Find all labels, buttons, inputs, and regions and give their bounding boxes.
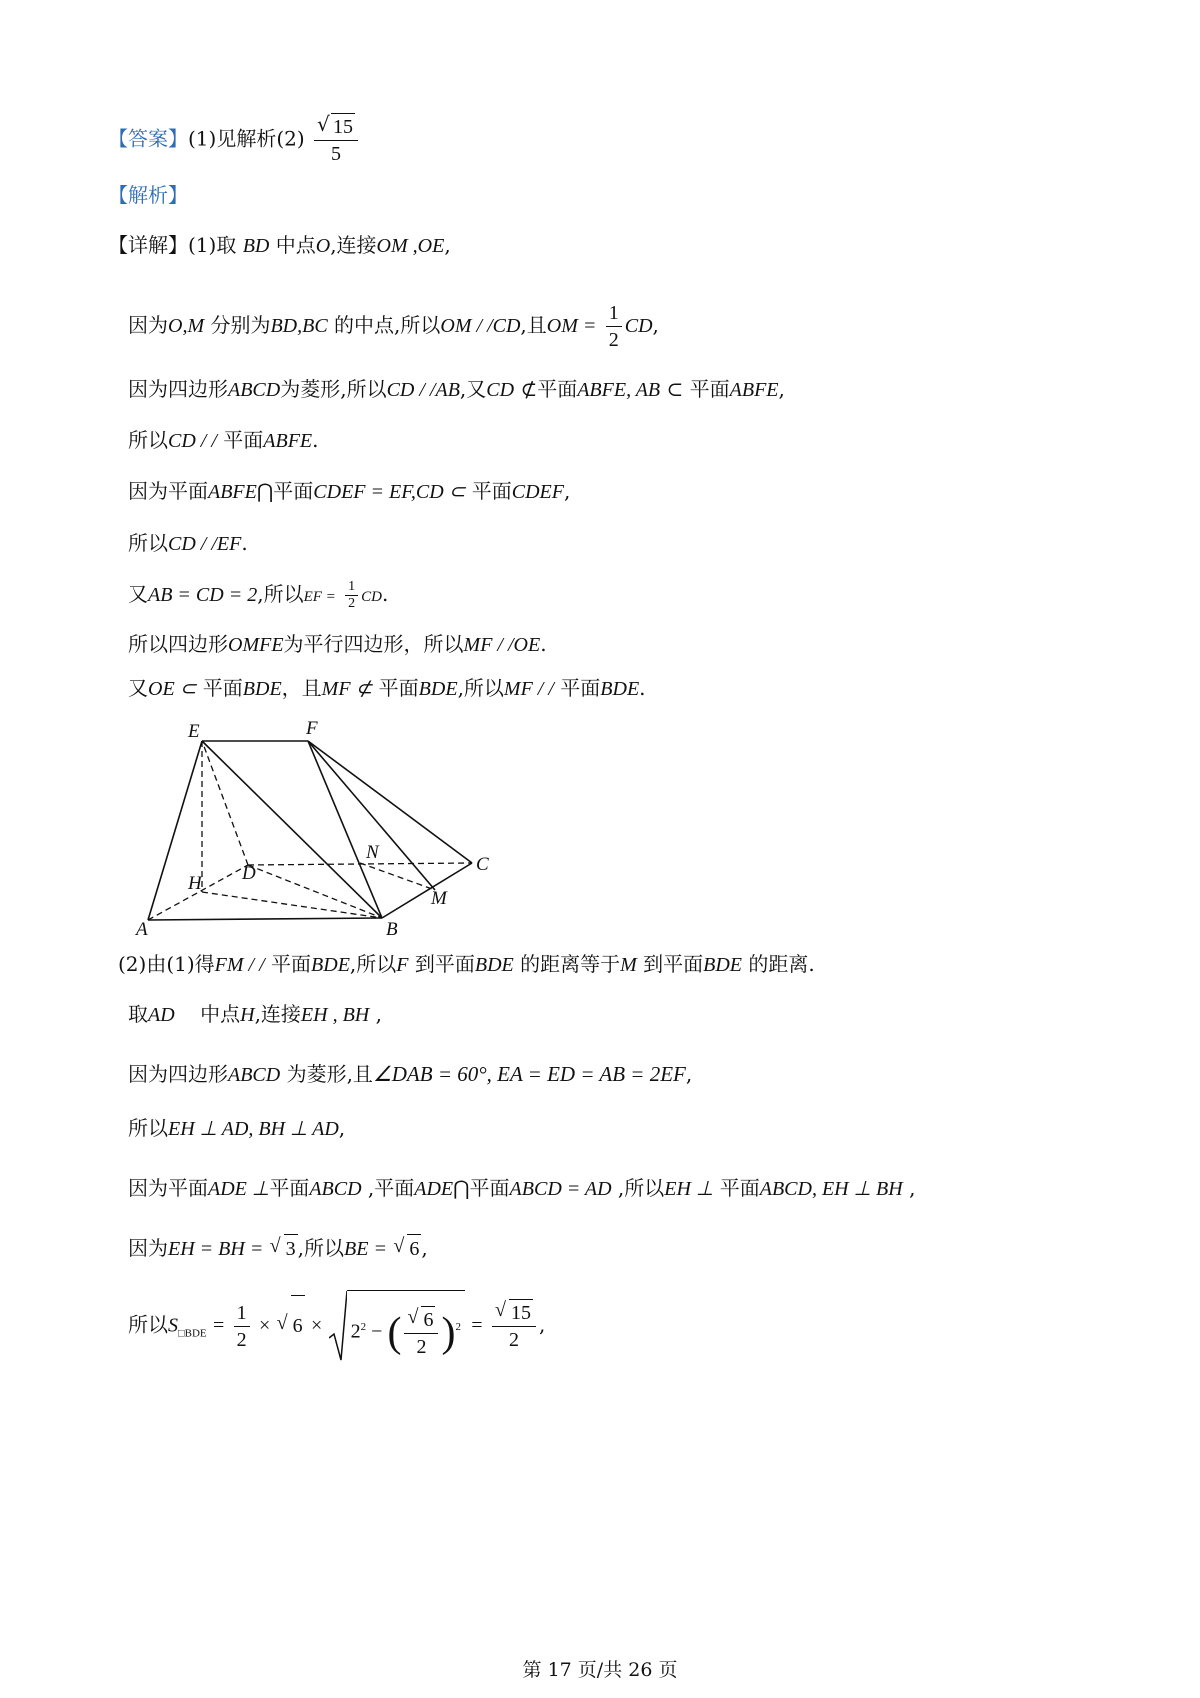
step-cd-ef: 所以CD / /EF. bbox=[128, 531, 248, 555]
answer-fraction: √ $\frac{15}{5}$ bbox=[314, 113, 358, 167]
step-rhombus: 因为四边形ABCD为菱形,所以CD / /AB,又CD ⊄平面ABFE, AB ⊂ 平面ABFE, bbox=[128, 377, 785, 401]
edge-ab bbox=[148, 918, 382, 920]
big-sqrt: $2^2$ − ( √ $\frac{6}{2}$ )$^2$ bbox=[329, 1290, 465, 1362]
analysis-line bbox=[108, 181, 188, 209]
step-plane-perp: 因为平面ADE ⊥平面ABCD ,平面ADE⋂平面ABCD = AD ,所以EH ⊥ 平面ABCD, EH ⊥ BH , bbox=[128, 1176, 916, 1200]
geometry-figure bbox=[130, 712, 510, 942]
step-area-formula: 所以$S_{□BDE}$ = $\frac{1}{2}$ × √ 6 × $2^2$ − ( √ $\frac{6}{2}$ )$^2$ = √ $\frac{15}{2}$ , bbox=[128, 1290, 545, 1364]
step-cd-parallel-plane: 所以CD / / 平面ABFE. bbox=[128, 428, 319, 452]
page-footer: 第 17 页/共 26 页 bbox=[522, 1659, 678, 1681]
step-intersection: 因为平面ABFE⋂平面CDEF = EF,CD ⊂ 平面CDEF, bbox=[128, 479, 571, 503]
step-om-half-cd: 因为O,M 分别为BD,BC 的中点,所以OM / /CD,且OM = $\frac{1}{2}$ CD, bbox=[128, 302, 659, 351]
edge-hb bbox=[202, 892, 382, 918]
label-d: D bbox=[242, 863, 256, 884]
label-b: B bbox=[386, 919, 398, 940]
edge-bc bbox=[382, 863, 472, 918]
step-perpendicular: 所以EH ⊥ AD, BH ⊥ AD, bbox=[128, 1116, 346, 1140]
step-midpoint-h: 取AD 中点H,连接EH , BH , bbox=[128, 1002, 382, 1026]
edge-de bbox=[202, 741, 248, 865]
detail-line: 【详解】(1)取 BD 中点O,连接OM ,OE, bbox=[108, 233, 451, 257]
answer-tag: 【答案】 bbox=[108, 126, 188, 151]
analysis-tag: 【解析】 bbox=[108, 183, 188, 207]
part2-intro: (2)由(1)得FM / / 平面BDE,所以F 到平面BDE 的距离等于M 到平面BDE 的距离. bbox=[118, 952, 815, 976]
label-h: H bbox=[188, 873, 202, 894]
label-n: N bbox=[366, 842, 379, 863]
detail-tag: 【详解】 bbox=[108, 233, 188, 257]
label-a: A bbox=[136, 919, 148, 940]
answer-line bbox=[108, 113, 361, 167]
label-e: E bbox=[188, 721, 200, 742]
label-f: F bbox=[306, 718, 318, 739]
step-parallelogram: 所以四边形OMFE为平行四边形，所以MF / /OE. bbox=[128, 632, 547, 656]
label-c: C bbox=[476, 854, 489, 875]
edge-eb bbox=[202, 741, 382, 918]
step-angle: 因为四边形ABCD 为菱形,且∠DAB = 60°, EA = ED = AB = 2EF, bbox=[128, 1062, 693, 1086]
answer-text: (1)见解析(2) bbox=[188, 126, 305, 151]
step-mf-parallel-plane: 又OE ⊂ 平面BDE，且MF ⊄ 平面BDE,所以MF / / 平面BDE. bbox=[128, 676, 646, 700]
step-ef-half: 又AB = CD = 2,所以EF = $\frac{1}{2}$ CD. bbox=[128, 579, 389, 611]
step-be-length: 因为EH = BH = √ 3 ,所以BE = √ 6 , bbox=[128, 1234, 428, 1263]
edge-fc bbox=[308, 741, 472, 863]
label-m: M bbox=[431, 888, 447, 909]
edge-db bbox=[248, 865, 382, 918]
